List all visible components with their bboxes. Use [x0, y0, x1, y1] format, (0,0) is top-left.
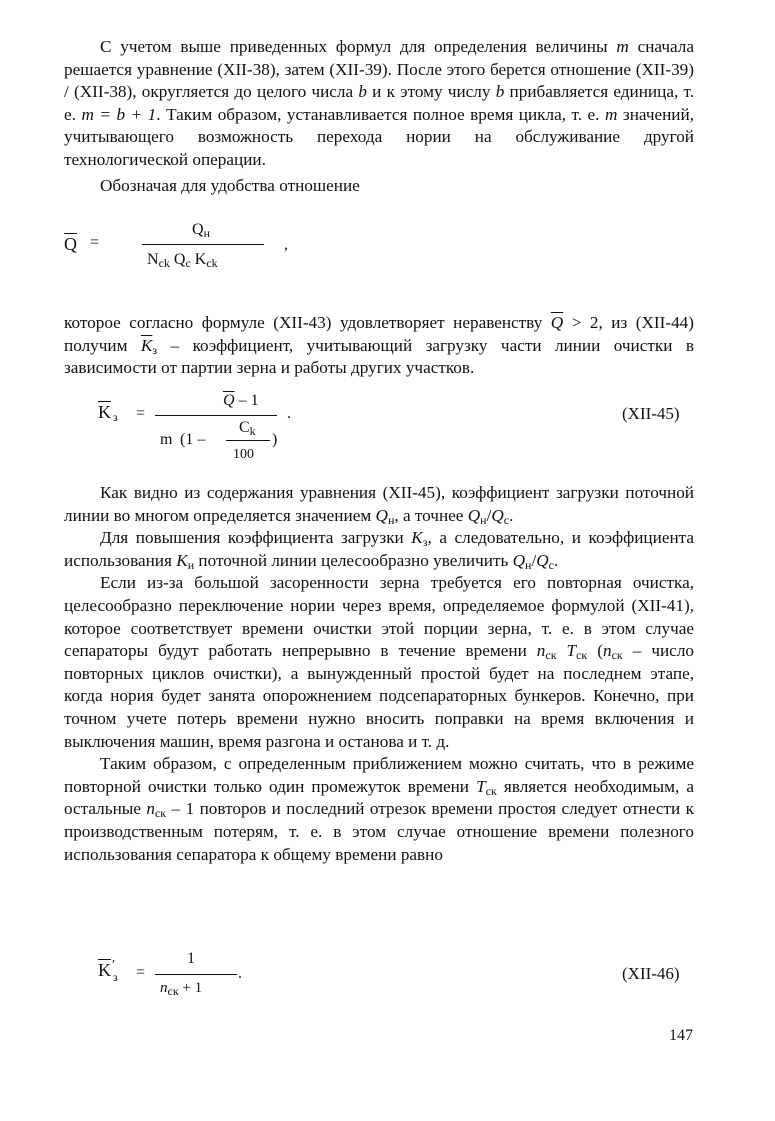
inner-fraction-line	[226, 440, 270, 441]
paragraph-2: Обозначая для удобства отношение	[100, 175, 360, 195]
body-text-lower	[64, 482, 694, 866]
paragraph-5: Для повышения коэффициента загрузки $K_з$, а следовательно, и коэффициента использования $K_и$ поточной линии целесообразно увеличить $Q_н/Q_с$.	[64, 528, 694, 572]
paragraph-7: Таким образом, с определенным приближением можно считать, что в режиме повторной очистки только один промежуток времени $T_{ск}$ является необходимым, а остальные $n_{ск} - 1$ повторов и последний отрезок времени простоя следует отнести к производственным потерям, т. е. в этом случае отношение времени полезного использования сепаратора к общему времени равно	[64, 754, 694, 864]
paragraph-4: Как видно из содержания уравнения (XII-45), коэффициент загрузки поточной линии во многом определяется значением $Q_н$, а точнее $Q_н/Q_с$.	[64, 483, 694, 527]
fraction-line	[155, 974, 237, 975]
fraction-line	[142, 244, 264, 245]
paragraph-1: С учетом выше приведенных формул для определения величины m сначала решается уравнение (XII-38), затем (XII-39). После этого берется отношение (XII-39) / (XII-38), округляется до целого числа b и к этому числу b прибавляется единица, т. е. m = b + 1. Таким образом, устанавливается полное время цикла, т. е. m значений, учитывающего возможность перехода нории на обслуживание другой технологической операции.	[64, 37, 695, 169]
page-number: 147	[669, 1027, 693, 1044]
equation-number: (XII-46)	[622, 964, 680, 983]
equation-number: (XII-45)	[622, 404, 680, 423]
fraction-line	[155, 415, 277, 416]
body-text-top	[64, 36, 694, 197]
body-text-middle	[64, 312, 694, 380]
document-page: С учетом выше приведенных формул для определения величины m сначала решается уравнение (XII-38), затем (XII-39). После этого берется отношение (XII-39) / (XII-38), округляется до целого числа b и к этому числу b прибавляется единица, т. е. m = b + 1. Таким образом, устанавливается полное время цикла, т. е. m значений, учитывающего возможность перехода нории на обслуживание другой технологической операции. Обозначая для удобства отношение $\overline{Q}$ = $Q_н$ $N_{ck}$ $Q_c$ $K_{ck}$ , которое согласно формуле (XII-43) удовлетворяет неравенству $\overline{Q} > 2$, из (XII-44) получим $\overline{K}_з$ – коэффициент, учитывающий загрузку части линии очистки в зависимости от партии зерна и работы других участков. $\overline{K}$ з = $\overline{Q} - 1$ m (1 – $C_k$ 100 ) . (XII-45) Как видно из содержания уравнения (XII-45), коэффициент загрузки поточной линии во многом определяется значением $Q_н$, а точнее $Q_н/Q_с$. Для повышения коэффициента загрузки $K_з$, а следовательно, и коэффициента использования $K_и$ поточной линии целесообразно увеличить $Q_н/Q_с$. Если из-за большой засоренности зерна требуется его повторная очистка, целесообразно переключение нории через время, определяемое формулой (XII-41), которое соответствует времени очистки этой порции зерна, т. е. в этом случае сепараторы будут работать непрерывно в течение времени $n_{ск}$ $T_{ск}$ ($n_{ск}$ – число повторных циклов очистки), а вынужденный простой будет на последнем этапе, когда нория будет занята опорожнением подсепараторных бункеров. Конечно, при точном учете потерь времени нужно вносить поправки на время включения и выключения машин, время разгона и останова и т. д. Таким образом, с определенным приближением можно считать, что в режиме повторной очистки только один промежуток времени $T_{ск}$ является необходимым, а остальные $n_{ск} - 1$ повторов и последний отрезок времени простоя следует отнести к производственным потерям, т. е. в этом случае отношение времени полезного использования сепаратора к общему времени равно $\overline{K}$ ′ з = 1 $n_{ск} + 1$ . (XII-46) 147	[64, 37, 695, 1044]
paragraph-6: Если из-за большой засоренности зерна требуется его повторная очистка, целесообразно переключение нории через время, определяемое формулой (XII-41), которое соответствует времени очистки этой порции зерна, т. е. в этом случае сепараторы будут работать непрерывно в течение времени $n_{ск}$ $T_{ск}$ ($n_{ск}$ – число повторных циклов очистки), а вынужденный простой будет на последнем этапе, когда нория будет занята опорожнением подсепараторных бункеров. Конечно, при точном учете потерь времени нужно вносить поправки на время включения и выключения машин, время разгона и останова и т. д.	[64, 573, 694, 751]
paragraph-3: которое согласно формуле (XII-43) удовлетворяет неравенству $\overline{Q} > 2$, из (XII-44) получим $\overline{K}_з$ – коэффициент, учитывающий загрузку части линии очистки в зависимости от партии зерна и работы других участков.	[64, 313, 694, 378]
